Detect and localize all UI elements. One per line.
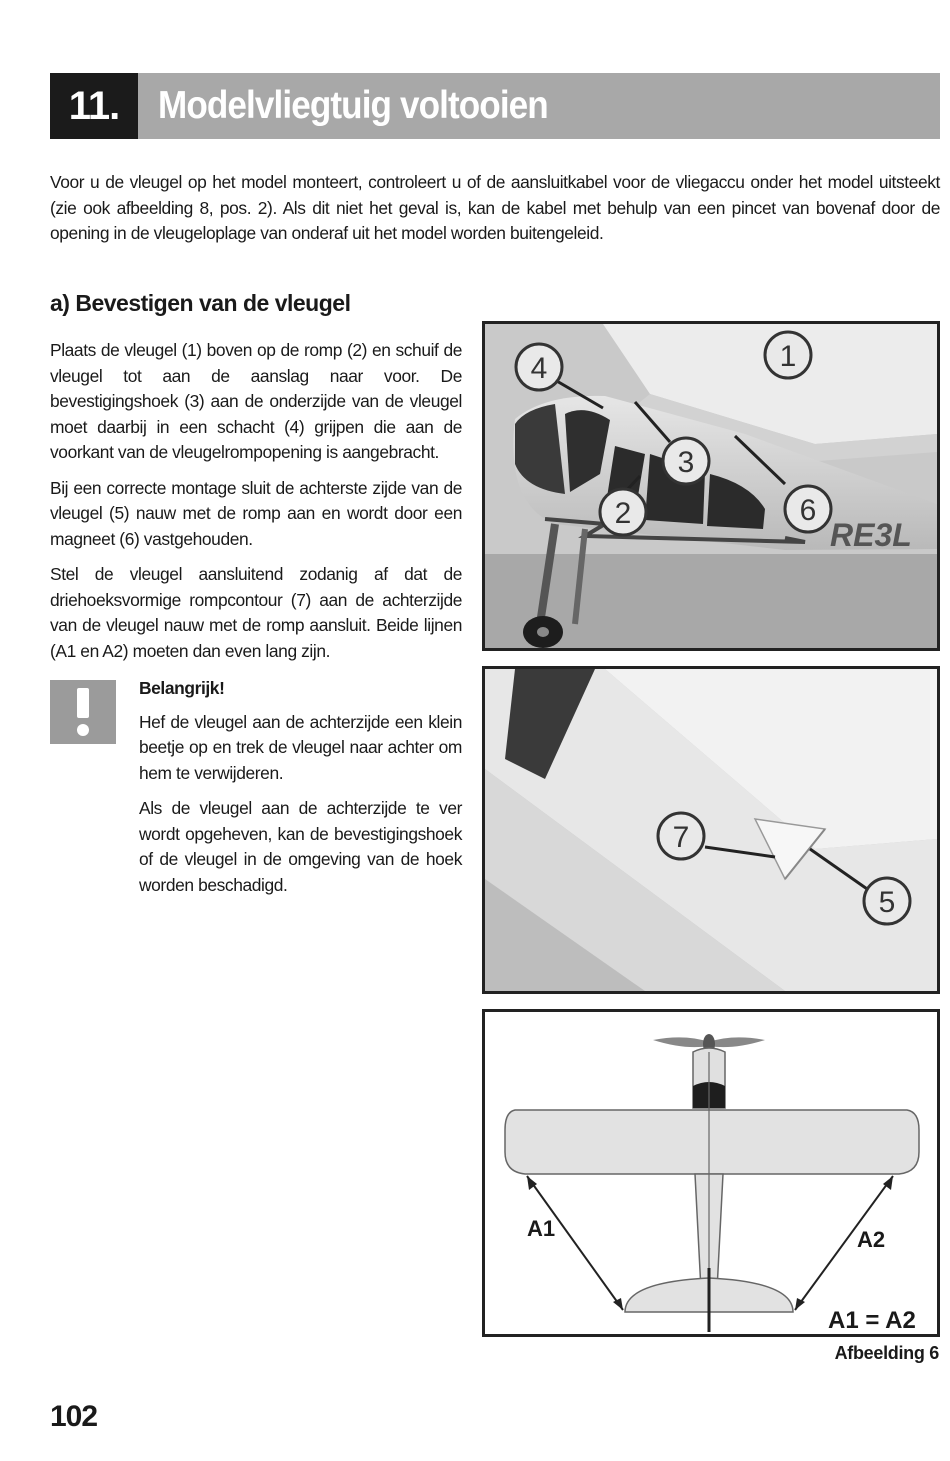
section-heading: a) Bevestigen van de vleugel: [50, 290, 351, 316]
svg-text:4: 4: [530, 352, 548, 385]
callout-4: [516, 344, 562, 390]
svg-text:3: 3: [677, 446, 695, 479]
callout-7: [658, 813, 704, 859]
callout-6: [785, 486, 831, 532]
label-a1: A1: [527, 1216, 556, 1241]
page-number: 102: [50, 1400, 98, 1433]
warning-paragraph: Als de vleugel aan de achterzijde te ver wordt opgeheven, kan de bevestigingshoek of de vleugel in de omgeving van de hoek worden beschadigd.: [139, 798, 462, 895]
svg-text:6: 6: [799, 494, 817, 527]
intro-paragraph: Voor u de vleugel op het model monteert, controleert u of de aansluitkabel voor de vliegaccu onder het model uitsteekt (zie ook afbeelding 8, pos. 2). Als dit niet het geval is, kan de kabel met behulp van een pincet van bovenaf door de opening in de vleugeloplage van onderaf uit het model worden buitengeleid.: [50, 172, 940, 243]
callout-3: [663, 438, 709, 484]
warning-title: Belangrijk!: [139, 678, 225, 698]
chapter-header: [50, 73, 940, 139]
svg-text:5: 5: [878, 886, 896, 919]
exclamation-icon: [50, 680, 116, 744]
callout-2: [600, 489, 646, 535]
body-paragraph: Stel de vleugel aansluitend zodanig af dat de driehoeksvormige rompcontour (7) aan de achterzijde van de vleugel nauw met de romp aansluit. Beide lijnen (A1 en A2) moeten dan even lang zijn.: [50, 564, 462, 661]
warning-box: [139, 676, 462, 908]
section-body: [50, 338, 462, 674]
chapter-number: 11.: [50, 73, 138, 139]
label-equation: A1 = A2: [828, 1307, 916, 1334]
diagram-top-view: [482, 1009, 940, 1337]
fuselage-text: RE3L: [830, 517, 912, 553]
callout-1: [765, 332, 811, 378]
photo-wing-mount: [482, 321, 940, 651]
callout-5: [864, 878, 910, 924]
svg-text:2: 2: [614, 497, 632, 530]
photo-wing-rear: [482, 666, 940, 994]
svg-text:1: 1: [779, 340, 797, 373]
figure-caption: Afbeelding 6: [834, 1343, 939, 1363]
chapter-title: Modelvliegtuig voltooien: [158, 84, 548, 127]
body-paragraph: Plaats de vleugel (1) boven op de romp (2) en schuif de vleugel tot aan de aanslag naar voor. De bevestigingshoek (3) aan de onderzijde van de vleugel moet daarbij in een schacht (4) grijpen die aan de voorkant van de vleugelrompopening is aangebracht.: [50, 340, 462, 462]
svg-text:7: 7: [672, 821, 690, 854]
body-paragraph: Bij een correcte montage sluit de achterste zijde van de vleugel (5) nauw met de romp aan en wordt door een magneet (6) vastgehouden.: [50, 477, 462, 549]
warning-paragraph: Hef de vleugel aan de achterzijde een klein beetje op en trek de vleugel naar achter om hem te verwijderen.: [139, 711, 462, 783]
label-a2: A2: [857, 1227, 886, 1252]
